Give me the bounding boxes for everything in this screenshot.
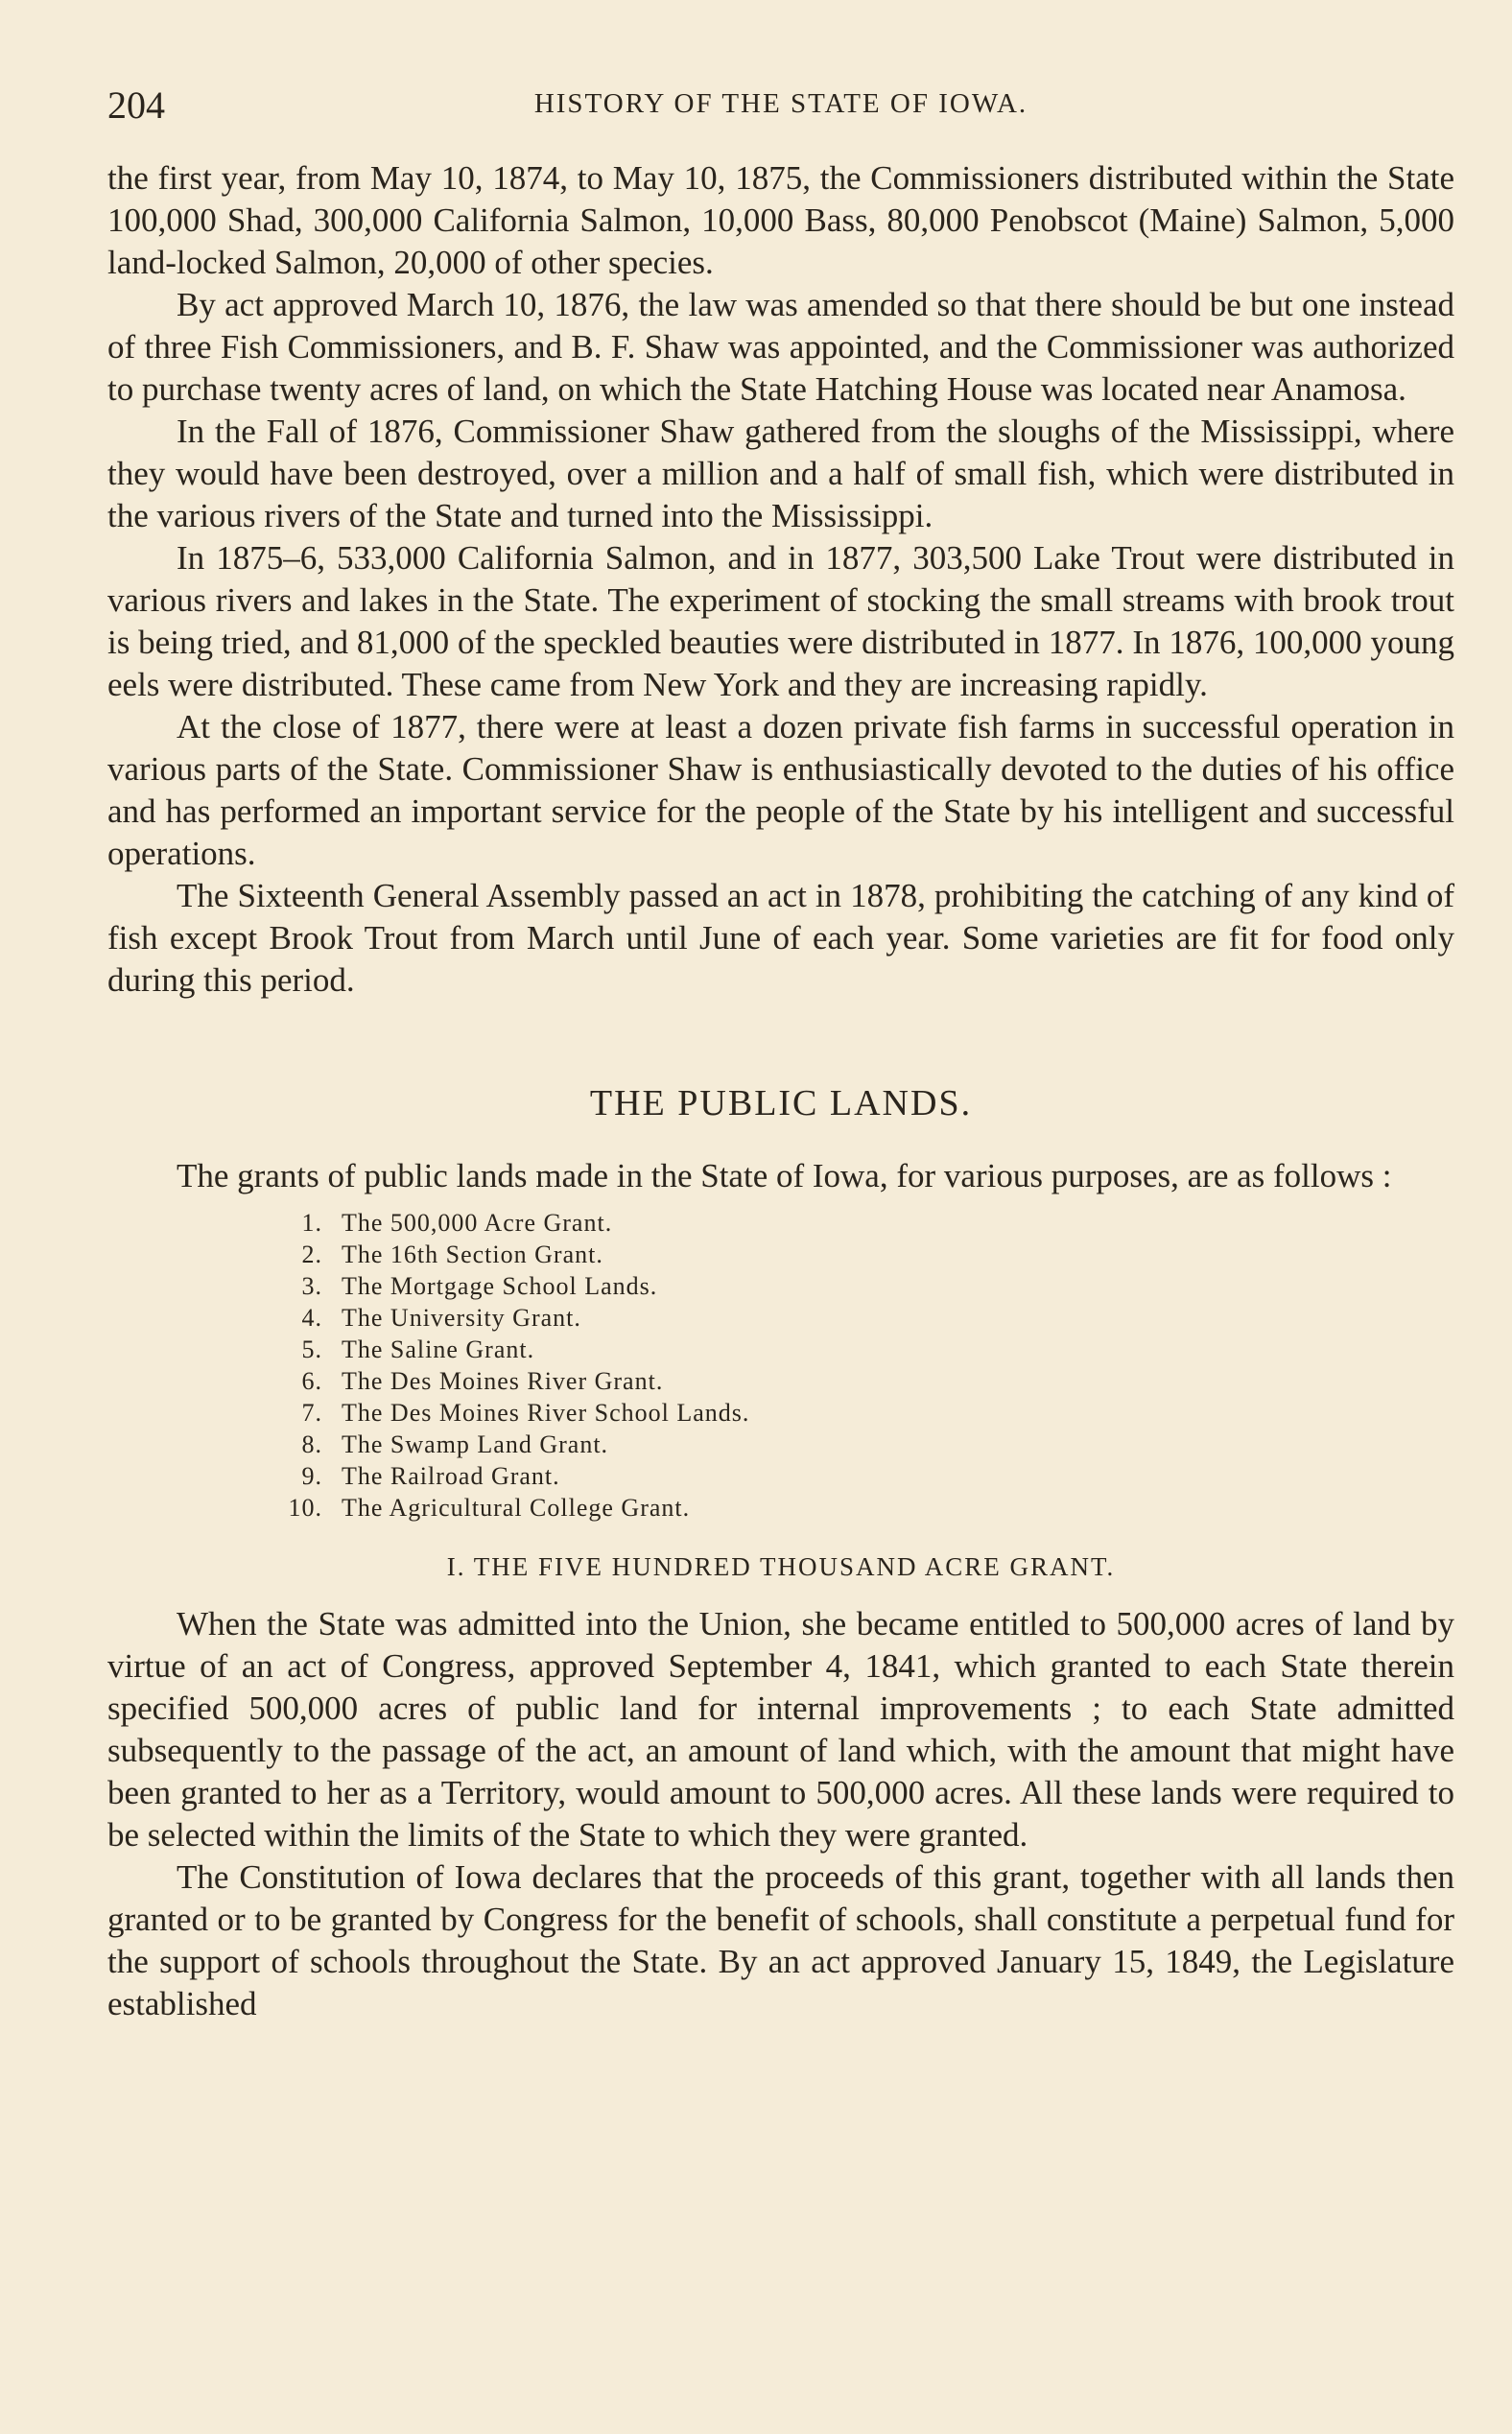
subsection-title: I. THE FIVE HUNDRED THOUSAND ACRE GRANT. [446,1552,1116,1581]
list-number: 3. [301,1272,322,1300]
paragraph: The grants of public lands made in the State of Iowa, for various purposes, are as follows : [177,1157,1392,1194]
list-item [271,1365,1454,1397]
paragraph: The Constitution of Iowa declares that the proceeds of this grant, together with all lands then granted or to be granted by Congress for the benefit of schools, shall constitute a perpetual fund for the support of schools throughout the State. By an act approved January 15, 1849, the Legislature established [107,1858,1454,2022]
list-number: 7. [301,1399,322,1427]
list-label: The Saline Grant. [342,1335,535,1363]
list-item [271,1207,1454,1239]
running-head [107,83,1454,130]
paragraph: At the close of 1877, there were at least a dozen private fish farms in successful operation in various parts of the State. Commissioner Shaw is enthusiastically devoted to the duties of his office and has performed an important service for the people of the State by his intelligent and successful operations. [107,708,1454,872]
list-number: 8. [301,1430,322,1458]
list-item [271,1492,1454,1524]
list-number: 9. [301,1462,322,1490]
list-label: The Mortgage School Lands. [342,1272,658,1300]
list-label: The 500,000 Acre Grant. [342,1209,613,1237]
running-title: HISTORY OF THE STATE OF IOWA. [533,88,1028,119]
list-item [271,1270,1454,1302]
page-number: 204 [107,83,165,127]
list-label: The University Grant. [342,1304,581,1332]
list-number: 10. [288,1494,322,1522]
body-text [107,157,1454,2025]
list-number: 5. [301,1335,322,1363]
list-number: 4. [301,1304,322,1332]
list-number: 1. [301,1209,322,1237]
list-label: The Agricultural College Grant. [342,1494,691,1522]
list-item [271,1397,1454,1429]
list-label: The Railroad Grant. [342,1462,560,1490]
list-number: 2. [301,1241,322,1268]
paragraph: By act approved March 10, 1876, the law was amended so that there should be but one instead of three Fish Commissioners, and B. F. Shaw was appointed, and the Commissioner was authorized to purchase twenty acres of land, on which the State Hatching House was located near Anamosa. [107,286,1454,408]
grant-list [107,1207,1454,1524]
list-label: The Swamp Land Grant. [342,1430,609,1458]
paragraph: In 1875–6, 533,000 California Salmon, and in 1877, 303,500 Lake Trout were distributed in various rivers and lakes in the State. The experiment of stocking the small streams with brook trout is being tried, and 81,000 of the speckled beauties were distributed in 1877. In 1876, 100,000 young eels were distributed. These came from New York and they are increasing rapidly. [107,539,1454,703]
list-label: The Des Moines River Grant. [342,1367,664,1395]
paragraph: the first year, from May 10, 1874, to May 10, 1875, the Commissioners distributed within the State 100,000 Shad, 300,000 California Salmon, 10,000 Bass, 80,000 Penobscot (Maine) Salmon, 5,000 land-locked Salmon, 20,000 of other species. [107,159,1454,281]
list-label: The Des Moines River School Lands. [342,1399,750,1427]
list-number: 6. [301,1367,322,1395]
list-item [271,1334,1454,1365]
list-item [271,1460,1454,1492]
list-item [271,1429,1454,1460]
paragraph: In the Fall of 1876, Commissioner Shaw gathered from the sloughs of the Mississippi, where they would have been destroyed, over a million and a half of small fish, which were distributed in the various rivers of the State and turned into the Mississippi. [107,413,1454,534]
paragraph: The Sixteenth General Assembly passed an act in 1878, prohibiting the catching of any kind of fish except Brook Trout from March until June of each year. Some varieties are fit for food only during this period. [107,877,1454,999]
list-item [271,1239,1454,1270]
list-item [271,1302,1454,1334]
paragraph: When the State was admitted into the Union, she became entitled to 500,000 acres of land by virtue of an act of Congress, approved September 4, 1841, which granted to each State therein specified 500,000 acres of public land for internal improvements ; to each State admitted subsequently to the passage of the act, an amount of land which, with the amount that might have been granted to her as a Territory, would amount to 500,000 acres. All these lands were required to be selected within the limits of the State to which they were granted. [107,1605,1454,1854]
section-title: THE PUBLIC LANDS. [589,1083,973,1123]
list-label: The 16th Section Grant. [342,1241,603,1268]
